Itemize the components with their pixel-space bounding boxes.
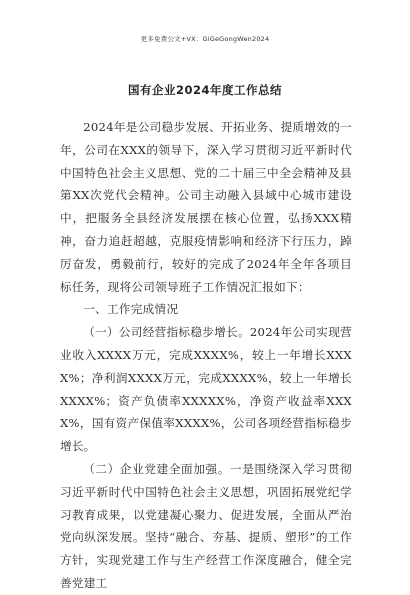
- document-title: 国有企业2024年度工作总结: [127, 83, 282, 97]
- subsection-paragraph-2: （二）企业党建全面加强。一是围绕深入学习贯彻习近平新时代中国特色社会主义思想，巩固拓展党纪学习教育成果，以党建凝心聚力、促进发展，全面从严治党向纵深发展。坚持“融合、夯基、提质、塑形”的工作方针，实现党建工作与生产经营工作深度融合，健全完善党建工: [60, 461, 352, 590]
- intro-paragraph: 2024年是公司稳步发展、开拓业务、提质增效的一年，公司在XXX的领导下，深入学习贯彻习近平新时代中国特色社会主义思想、党的二十届三中全会精神及县第XX次党代会精神。公司主动融入县域中心城市建设中，把服务全县经济发展摆在核心位置，弘扬XXX精神，奋力追赶超越，克服疫情影响和经济下行压力，踔厉奋发，勇毅前行，较好的完成了2024年全年各项目标任务，现将公司领导班子工作情况汇报如下：: [60, 120, 352, 294]
- subsection-paragraph-1: （一）公司经营指标稳步增长。2024年公司实现营业收入XXXX万元，完成XXXX%，较上一年增长XXXX%；净利润XXXX万元，完成XXXX%，较上一年增长XXXX%；资产负债率XXXXX%，净资产收益率XXXX%，国有资产保值率XXXX%，公司各项经营指标稳步增长。: [60, 325, 352, 454]
- document-body: [60, 116, 352, 595]
- header-watermark: 更多免费公文+VX：GiGeGongWen2024: [140, 35, 270, 43]
- section-heading: 一、工作完成情况: [83, 302, 179, 317]
